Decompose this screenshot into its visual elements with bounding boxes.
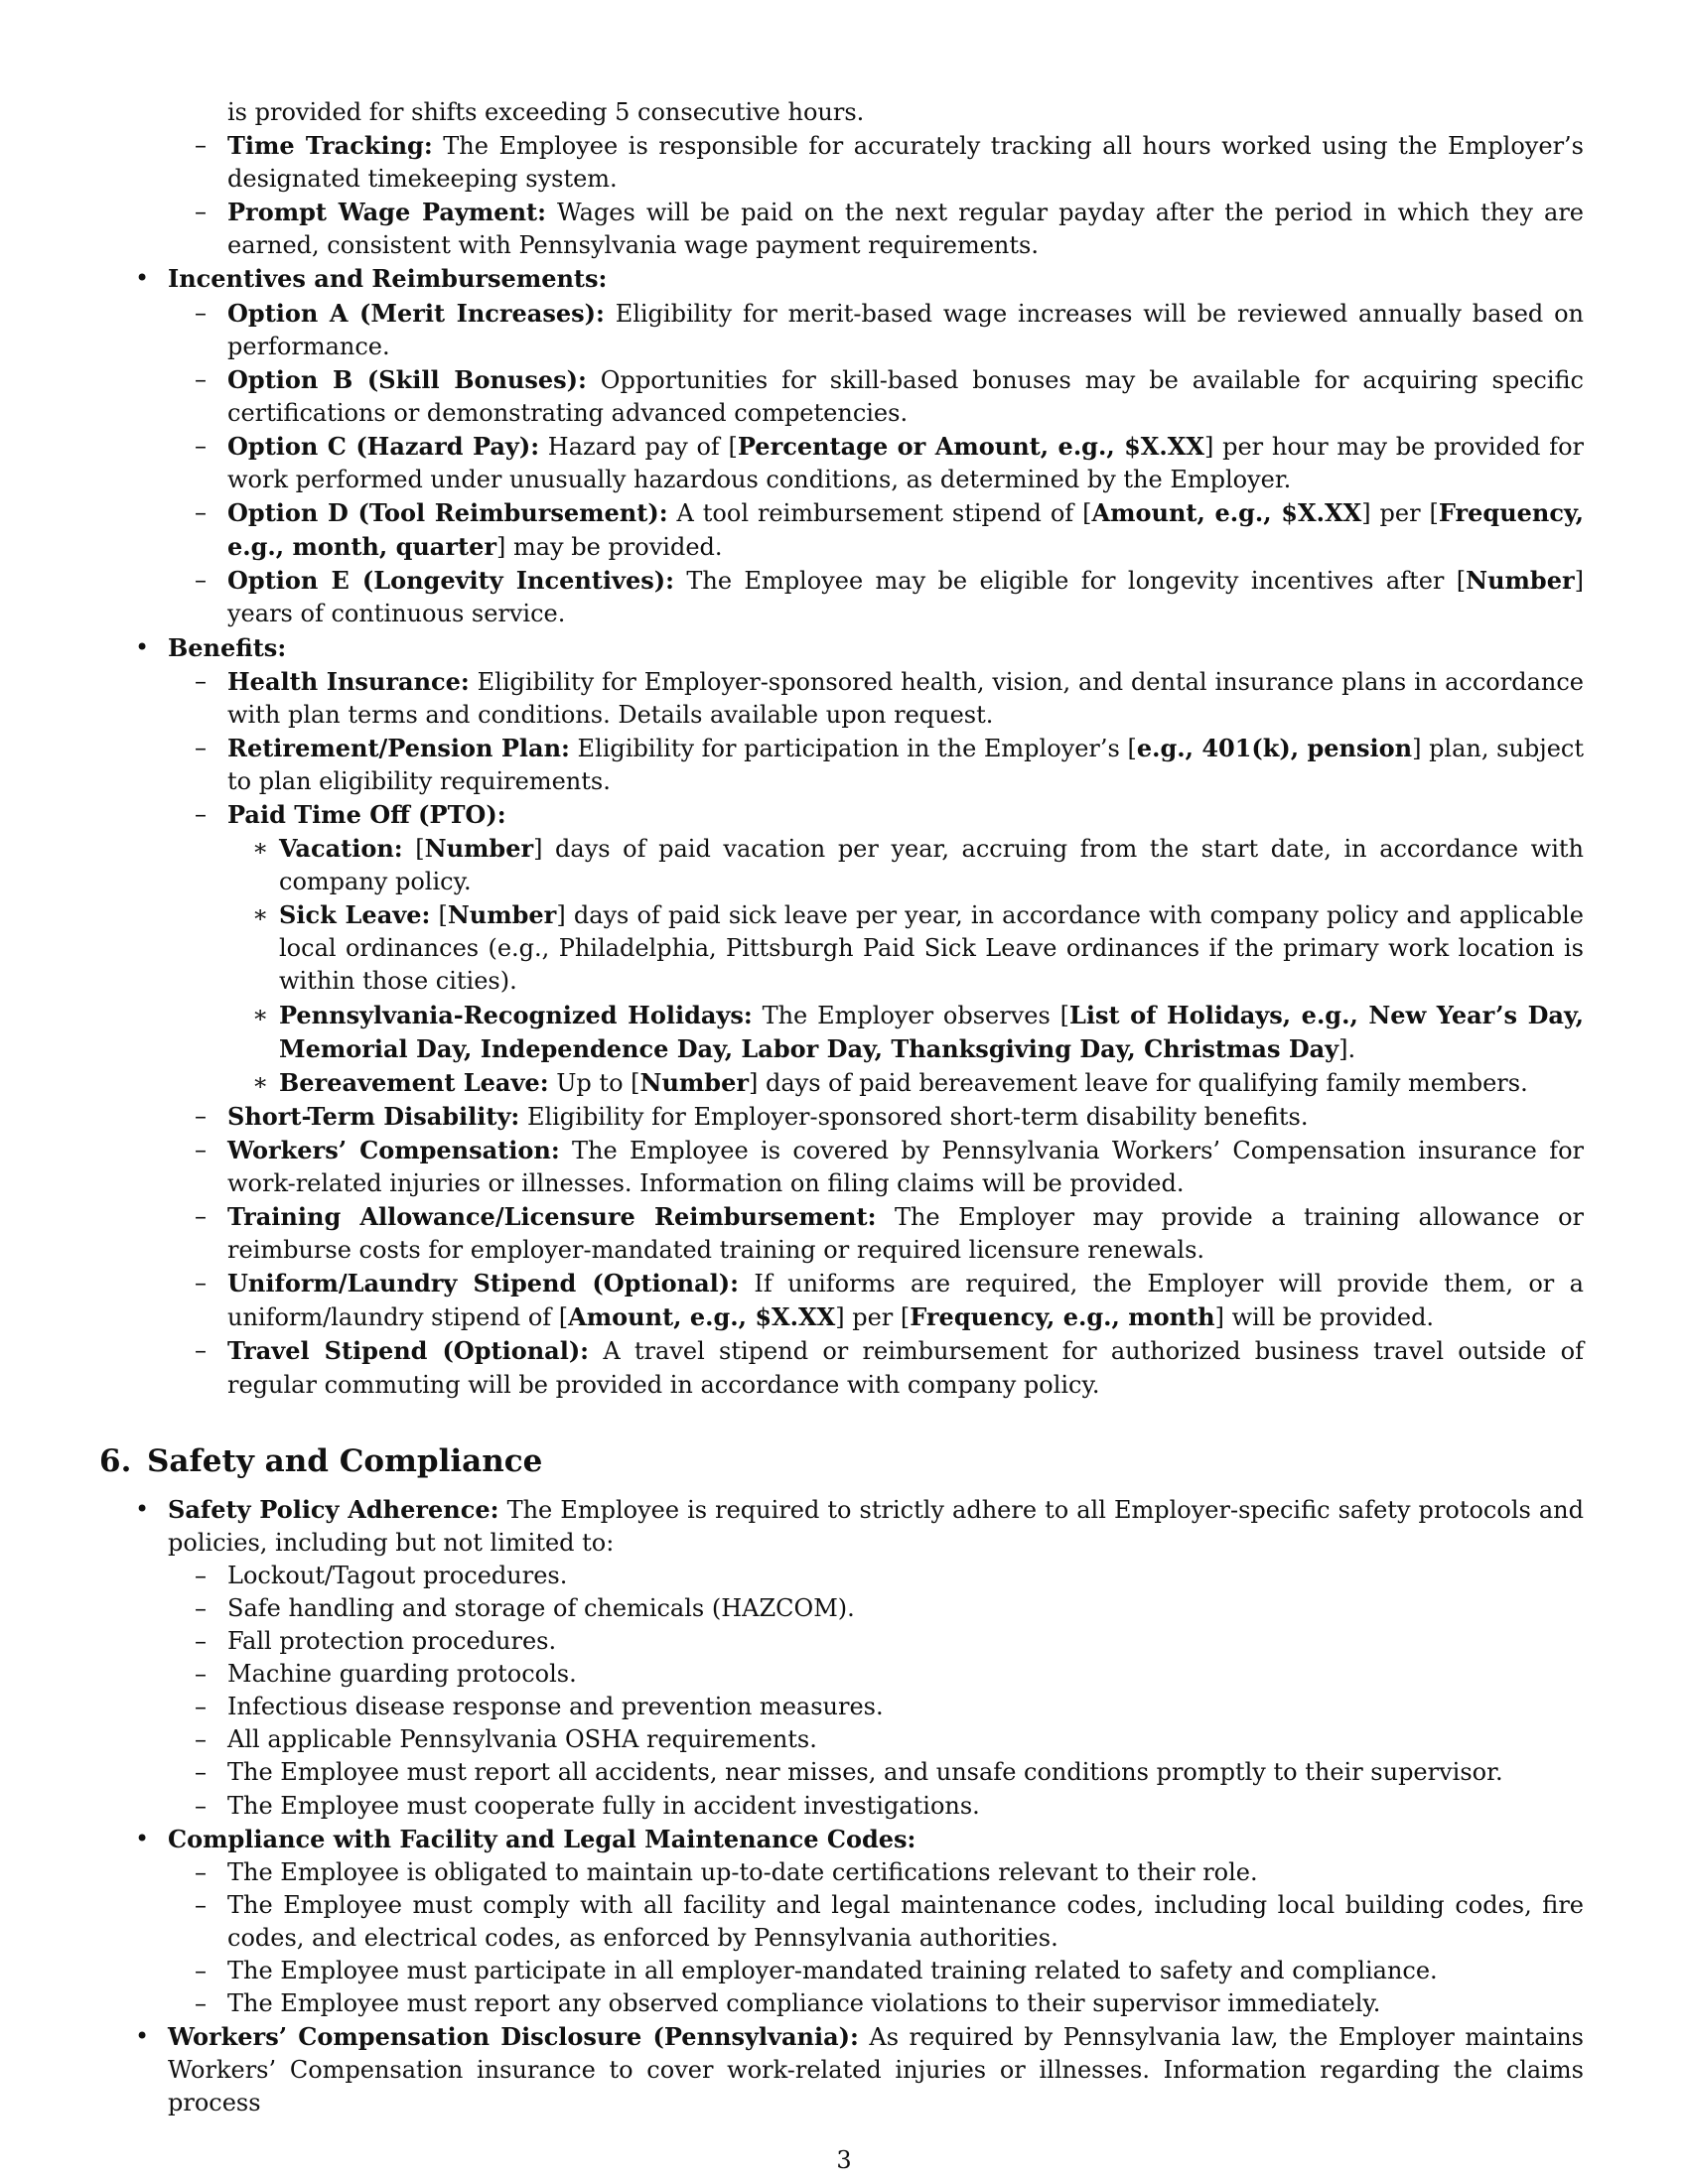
bullet-marker: • — [135, 1494, 150, 1523]
list-item-option-e: – Option E (Longevity Incentives): The Employee may be eligible for longevity incentives after [Number] years of continuous service. — [195, 566, 1584, 628]
list-item: – Safe handling and storage of chemicals (HAZCOM). — [168, 1592, 1584, 1625]
bullet-marker: • — [135, 632, 150, 661]
dash-marker: – — [195, 131, 207, 160]
list-item: – All applicable Pennsylvania OSHA requirements. — [168, 1723, 1584, 1756]
dash-marker: – — [195, 364, 207, 393]
dash-marker: – — [195, 1725, 207, 1754]
dash-marker: – — [195, 1890, 207, 1919]
list-item-incentives: • Incentives and Reimbursements: – Option A (Merit Increases): Eligibility for merit-based wage increases will be reviewed annually based on performance. – Option B (Skill Bonuses): Opportunities for skill-based bonuses may be available for acquiring specific certifications or demonstrating advanced competencies. – Option C (Hazard Pay): Hazard pay of [Percentage or Amount, e.g., $X.XX] per hour may be provided for work performed under unusually hazardous conditions, as determined by the Employer. – Option D (Tool Reimbursement): A tool reimbursement stipend of [Amount, e.g., $X.XX] per [Frequency, e.g., month, quarter] may be provided. – Option E (Longevity Incentives): The Employee may be eligible for longevity incentives after [Number] years of continuous service. — [99, 262, 1584, 630]
list-item: – Infectious disease response and prevention measures. — [168, 1691, 1584, 1723]
list-item: – Machine guarding protocols. — [168, 1658, 1584, 1691]
dash-marker: – — [195, 1660, 207, 1689]
dash-marker: – — [195, 1758, 207, 1787]
list-item-short-term-disability: – Short-Term Disability: Eligibility for Employer-sponsored short-term disability benefits. — [168, 1100, 1584, 1134]
list-item-benefits: • Benefits: – Health Insurance: Eligibility for Employer-sponsored health, vision, and dental insurance plans in accordance with plan terms and conditions. Details available upon request. – Retirement/Pension Plan: Eligibility for participation in the Employer’s [e.g., 401(k), pension] plan, subject to plan eligibility requirements. – Paid Time Off (PTO): ∗ Vacation: [Number] days of paid vacation per year, accruing from the start date, in accordance with company policy. ∗ Sick Leave: [Number] days of paid sick leave per year, in accordance with company policy and applicable local ordinances (e.g., Philadelphia, Pittsburgh Paid Sick Leave ordinances if the primary work location is within those cities). ∗ Pennsylvania-Recognized Holidays: The Employer observes [List of Holidays, e.g., New Year’s Day, Memorial Day, Independence Day, Labor Day, Thanksgiving Day, Christmas Day]. ∗ Bereavement Leave: Up to [Number] days of paid bereavement leave for qualifying family members. – Short-Term Disability: Eligibility for Employer-sponsored short-term disability benefits. – Workers’ Compensation: The Employee is covered by Pennsylvania Workers’ Compensation insurance for work-related injuries or illnesses. Information on filing claims will be provided. – Training Allowance/Licensure Reimbursement: The Employer may provide a training allowance or reimburse costs for employer-mandated training or required licensure renewals. – Uniform/Laundry Stipend (Optional): If uniforms are required, the Employer will provide them, or a uniform/laundry stipend of [Amount, e.g., $X.XX] per [Frequency, e.g., month] will be provided. – Travel Stipend (Optional): A travel stipend or reimbursement for authorized business travel outside of regular commuting will be provided in accordance with company policy. — [99, 631, 1584, 1402]
dash-marker: – — [195, 1202, 207, 1231]
dash-marker: – — [195, 1336, 207, 1365]
list-item-sick-leave: ∗ Sick Leave: [Number] days of paid sick leave per year, in accordance with company policy and applicable local ordinances (e.g., Philadelphia, Pittsburgh Paid Sick Leave ordinances if the primary work location is within those cities). — [252, 900, 1584, 996]
section-heading-safety: 6. Safety and Compliance — [99, 1442, 543, 1479]
list-item-prompt-wage-payment: – Prompt Wage Payment: Wages will be paid on the next regular payday after the period in which they are earned, consistent with Pennsylvania wage payment requirements. — [195, 198, 1584, 260]
dash-marker: – — [195, 1101, 207, 1130]
safety-sublist — [168, 1560, 1584, 1823]
incentives-sublist — [168, 297, 1584, 631]
dash-marker: – — [195, 1791, 207, 1820]
list-item-time-tracking: – Time Tracking: The Employee is responsible for accurately tracking all hours worked using the Employer’s designated timekeeping system. — [195, 131, 1584, 194]
dash-marker: – — [195, 566, 207, 595]
dash-marker: – — [195, 1857, 207, 1886]
list-item-travel-stipend: – Travel Stipend (Optional): A travel stipend or reimbursement for authorized business travel outside of regular commuting will be provided in accordance with company policy. — [195, 1336, 1584, 1399]
list-item: – The Employee must report all accidents, near misses, and unsafe conditions promptly to their supervisor. — [168, 1756, 1584, 1789]
dash-marker: – — [195, 1989, 207, 2018]
dash-marker: – — [195, 799, 207, 828]
list-item — [99, 129, 1584, 262]
pto-sublist — [227, 832, 1584, 1100]
dash-marker: – — [195, 198, 207, 226]
benefits-sublist — [168, 665, 1584, 1402]
dash-marker: – — [195, 1135, 207, 1163]
list-item-option-d: – Option D (Tool Reimbursement): A tool reimbursement stipend of [Amount, e.g., $X.XX] per [Frequency, e.g., month, quarter] may be provided. — [195, 498, 1584, 562]
list-item-bereavement: ∗ Bereavement Leave: Up to [Number] days of paid bereavement leave for qualifying family members. — [227, 1066, 1584, 1100]
safety-list — [99, 1493, 1584, 2120]
employment-terms-list — [99, 129, 1584, 1402]
list-item: – The Employee is obligated to maintain up-to-date certifications relevant to their role. — [168, 1856, 1584, 1889]
asterisk-marker: ∗ — [252, 1067, 269, 1096]
dash-marker: – — [195, 1693, 207, 1721]
list-item-training-allowance: – Training Allowance/Licensure Reimbursement: The Employer may provide a training allowance or reimburse costs for employer-mandated training or required licensure renewals. — [195, 1202, 1584, 1265]
dash-marker: – — [195, 666, 207, 695]
list-item-option-a: – Option A (Merit Increases): Eligibility for merit-based wage increases will be reviewed annually based on performance. — [195, 298, 1584, 360]
dash-marker: – — [195, 1593, 207, 1622]
dash-marker: – — [195, 298, 207, 327]
list-item-compliance-codes: • Compliance with Facility and Legal Maintenance Codes: – The Employee is obligated to maintain up-to-date certifications relevant to their role. – The Employee must comply with all facility and legal maintenance codes, including local building codes, fire codes, and electrical codes, as enforced by Pennsylvania authorities. – The Employee must participate in all employer-mandated training related to safety and compliance. – The Employee must report any observed compliance violations to their supervisor immediately. — [99, 1823, 1584, 2021]
list-item-health-insurance: – Health Insurance: Eligibility for Employer-sponsored health, vision, and dental insurance plans in accordance with plan terms and conditions. Details available upon request. — [195, 666, 1584, 729]
dash-marker: – — [195, 1627, 207, 1656]
bullet-marker: • — [135, 2022, 150, 2051]
asterisk-marker: ∗ — [252, 1000, 269, 1028]
bullet-marker: • — [135, 1824, 150, 1852]
wage-sublist — [99, 129, 1584, 262]
list-item: – The Employee must report any observed compliance violations to their supervisor immediately. — [168, 1987, 1584, 2020]
asterisk-marker: ∗ — [252, 834, 269, 863]
asterisk-marker: ∗ — [252, 900, 269, 929]
bullet-marker: • — [135, 264, 150, 293]
dash-marker: – — [195, 431, 207, 460]
dash-marker: – — [195, 1956, 207, 1984]
list-item-vacation: ∗ Vacation: [Number] days of paid vacation per year, accruing from the start date, in accordance with company policy. — [252, 834, 1584, 896]
dash-marker: – — [195, 1269, 207, 1297]
list-item-holidays: ∗ Pennsylvania-Recognized Holidays: The Employer observes [List of Holidays, e.g., New Year’s Day, Memorial Day, Independence Day, Labor Day, Thanksgiving Day, Christmas Day]. — [252, 1000, 1584, 1063]
list-item: – The Employee must participate in all employer-mandated training related to safety and compliance. — [168, 1955, 1584, 1987]
list-item-workers-comp-disclosure: • Workers’ Compensation Disclosure (Pennsylvania): As required by Pennsylvania law, the Employer maintains Workers’ Compensation insurance to cover work-related injuries or illnesses. Information regarding the claims process — [135, 2022, 1584, 2117]
dash-marker: – — [195, 1561, 207, 1589]
dash-marker: – — [195, 498, 207, 527]
continuation-text: is provided for shifts exceeding 5 consecutive hours. — [227, 98, 865, 126]
list-item-safety-policy: • Safety Policy Adherence: The Employee is required to strictly adhere to all Employer-specific safety protocols and policies, including but not limited to: – Lockout/Tagout procedures. – Safe handling and storage of chemicals (HAZCOM). – Fall protection procedures. – Machine guarding protocols. – Infectious disease response and prevention measures. – All applicable Pennsylvania OSHA requirements. – The Employee must report all accidents, near misses, and unsafe conditions promptly to their supervisor. – The Employee must cooperate fully in accident investigations. — [99, 1493, 1584, 1823]
list-item-option-b: – Option B (Skill Bonuses): Opportunities for skill-based bonuses may be available for acquiring specific certifications or demonstrating advanced competencies. — [195, 364, 1584, 427]
list-item-workers-compensation: – Workers’ Compensation: The Employee is covered by Pennsylvania Workers’ Compensation insurance for work-related injuries or illnesses. Information on filing claims will be provided. — [195, 1135, 1584, 1197]
list-item: – The Employee must comply with all facility and legal maintenance codes, including local building codes, fire codes, and electrical codes, as enforced by Pennsylvania authorities. — [195, 1890, 1584, 1952]
list-item-option-c: – Option C (Hazard Pay): Hazard pay of [Percentage or Amount, e.g., $X.XX] per hour may be provided for work performed under unusually hazardous conditions, as determined by the Employer. — [195, 431, 1584, 494]
list-item-retirement: – Retirement/Pension Plan: Eligibility for participation in the Employer’s [e.g., 401(k), pension] plan, subject to plan eligibility requirements. — [195, 733, 1585, 795]
compliance-sublist — [168, 1856, 1584, 2020]
list-item-pto: – Paid Time Off (PTO): ∗ Vacation: [Number] days of paid vacation per year, accruing from the start date, in accordance with company policy. ∗ Sick Leave: [Number] days of paid sick leave per year, in accordance with company policy and applicable local ordinances (e.g., Philadelphia, Pittsburgh Paid Sick Leave ordinances if the primary work location is within those cities). ∗ Pennsylvania-Recognized Holidays: The Employer observes [List of Holidays, e.g., New Year’s Day, Memorial Day, Independence Day, Labor Day, Thanksgiving Day, Christmas Day]. ∗ Bereavement Leave: Up to [Number] days of paid bereavement leave for qualifying family members. — [168, 798, 1584, 1100]
list-item: – The Employee must cooperate fully in accident investigations. — [168, 1790, 1584, 1823]
list-item-uniform-stipend: – Uniform/Laundry Stipend (Optional): If uniforms are required, the Employer will provide them, or a uniform/laundry stipend of [Amount, e.g., $X.XX] per [Frequency, e.g., month] will be provided. — [195, 1269, 1584, 1332]
list-item: – Fall protection procedures. — [168, 1625, 1584, 1658]
page-number: 3 — [836, 2146, 852, 2174]
dash-marker: – — [195, 733, 207, 761]
list-item: – Lockout/Tagout procedures. — [168, 1560, 1584, 1592]
